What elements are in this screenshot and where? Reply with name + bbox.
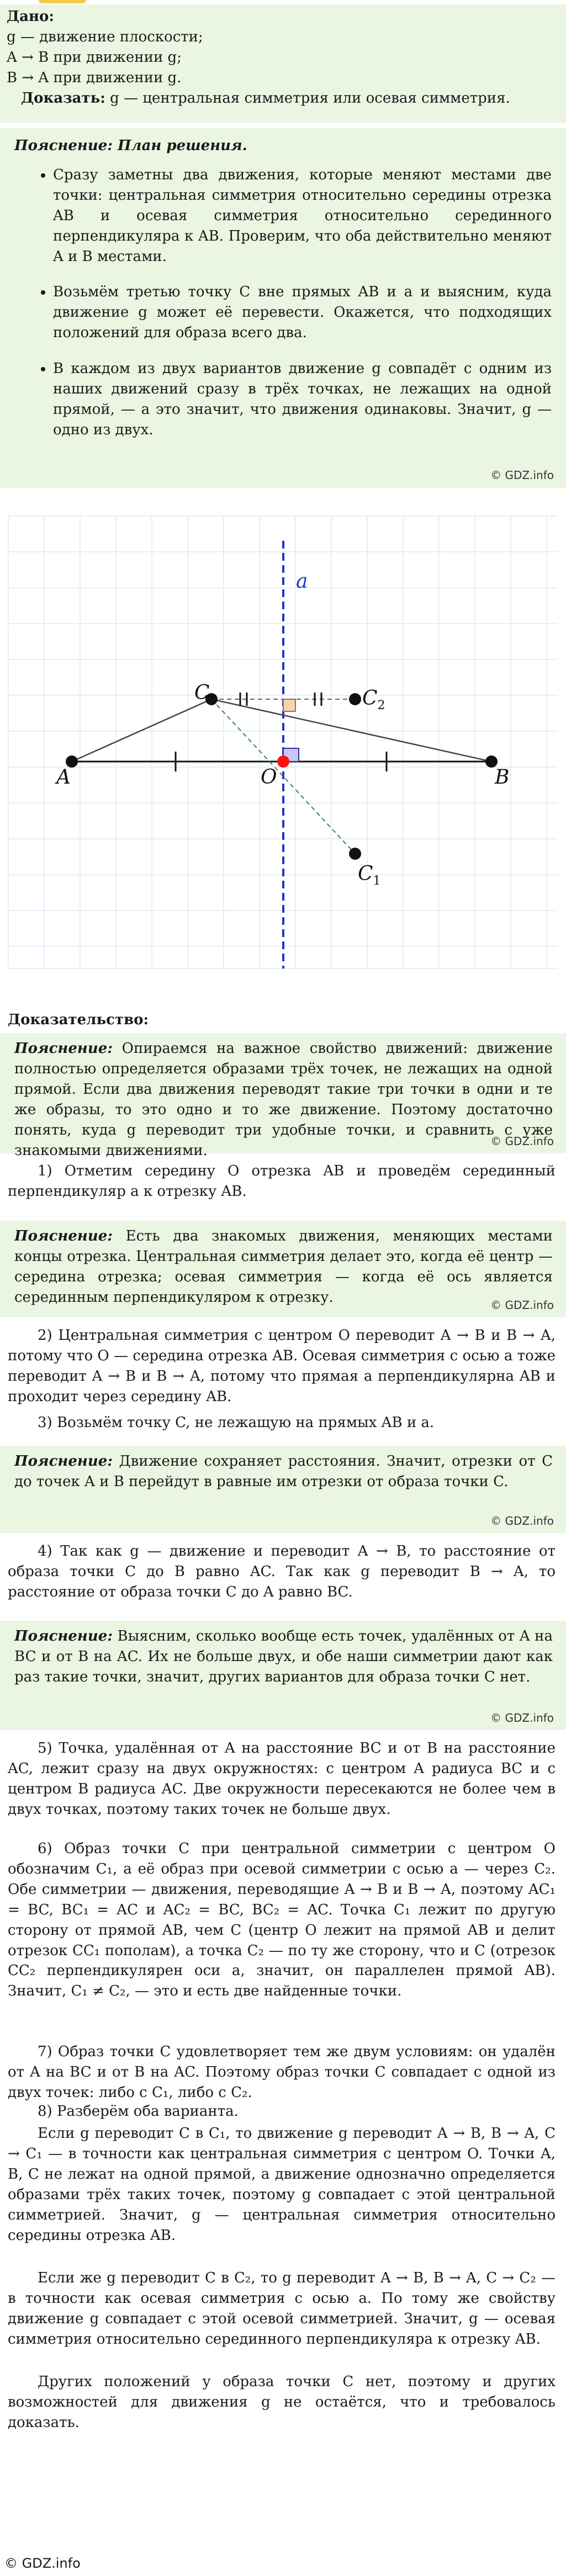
step-8: 8) Разберём оба варианта. <box>38 2103 239 2120</box>
final-paragraph: Других положений у образа точки C нет, поэтому и других возможностей для движения g не остаётся, что и требовалось доказать. <box>8 2373 556 2431</box>
watermark-note-2: © GDZ.info <box>490 1298 554 1312</box>
segment-AC <box>72 699 211 762</box>
watermark-plan: © GDZ.info <box>490 468 554 482</box>
geometry-figure <box>0 505 566 977</box>
note-4-text: Выясним, сколько вообще есть точек, удалённых от A на BC и от B на AC. Их не больше двух, и обе наши симметрии дают как раз такие точки, значит, других вариантов для образа точки C нет. <box>14 1628 553 1685</box>
proof-heading: Доказательство: <box>8 1012 149 1028</box>
point-C1 <box>349 848 361 860</box>
note-4-label: Пояснение: <box>14 1628 113 1644</box>
step-8b: Если же g переводит C в C₂, то g переводит A → B, B → A, C → C₂ — в точности как осевая симметрия с осью a. По тому же свойству движение g совпадает с этой осевой симметрией. Значит, g — осевая симметрия относительно серединного перпендикуляра к отрезку AB. <box>8 2270 556 2348</box>
point-C2 <box>349 693 361 705</box>
label-B: B <box>495 766 510 789</box>
note-1-label: Пояснение: <box>14 1040 113 1057</box>
step-4: 4) Так как g — движение и переводит A → B, то расстояние от образа точки C до B равно AC. Так как g переводит B → A, то расстояние от образа точки C до A равно BC. <box>8 1543 556 1600</box>
step-1: 1) Отметим середину O отрезка AB и проведём серединный перпендикуляр a к отрезку AB. <box>8 1163 556 1200</box>
given-line-2: A → B при движении g; <box>7 49 182 66</box>
note-4 <box>0 1621 566 1730</box>
prove-line <box>7 88 554 109</box>
label-a: a <box>296 570 308 593</box>
given-label: Дано: <box>7 8 54 25</box>
note-2-text: Есть два знакомых движения, меняющих местами концы отрезка. Центральная симметрия делает это, когда её центр — середина отрезка; осевая симметрия — когда её ось является серединным перпендикуляром к отрезку. <box>14 1228 553 1306</box>
header-tab-decoration <box>39 0 86 3</box>
footer-watermark: © GDZ.info <box>4 2556 81 2571</box>
watermark-note-1: © GDZ.info <box>490 1134 554 1148</box>
plan-item-2: • Возьмём третью точку C вне прямых AB и a и выясним, куда движение g может её перевести. Окажется, что подходящих положений для образа всего два. <box>53 282 552 343</box>
point-O <box>277 755 289 768</box>
note-3 <box>0 1446 566 1533</box>
note-1 <box>0 1033 566 1159</box>
label-O: O <box>261 766 277 789</box>
plan-title: Пояснение: План решения. <box>14 137 247 154</box>
step-3: 3) Возьмём точку C, не лежащую на прямых AB и a. <box>38 1414 435 1431</box>
label-A: A <box>56 766 71 789</box>
note-3-label: Пояснение: <box>14 1453 113 1470</box>
step-8a: Если g переводит C в C₁, то движение g переводит A → B, B → A, C → C₁ — в точности как центральная симметрия с центром O. Точки A, B, C не лежат на одной прямой, а движение однозначно определяется образами трёх таких точек, поэтому g совпадает с этой центральной симметрией. Значит, g — центральная симметрия относительно середины отрезка AB. <box>8 2125 556 2244</box>
label-C: C <box>194 682 210 704</box>
label-C1: $C_1$ <box>358 863 381 888</box>
segment-BC <box>211 699 491 762</box>
step-2: 2) Центральная симметрия с центром O переводит A → B и B → A, потому что O — середина отрезка AB. Осевая симметрия с осью a тоже переводит A → B и B → A, потому что прямая a перпендикулярна AB и проходит через середину AB. <box>8 1327 556 1405</box>
note-2 <box>0 1221 566 1317</box>
plan-list <box>14 165 552 440</box>
step-5: 5) Точка, удалённая от A на расстояние BC и от B на расстояние AC, лежит сразу на двух окружностях: с центром A радиуса BC и с центром B радиуса AC. Две окружности пересекаются не более чем в двух точках, поэтому таких точек не больше двух. <box>8 1740 556 1818</box>
note-3-text: Движение сохраняет расстояния. Значит, отрезки от C до точек A и B перейдут в равные им отрезки от образа точки C. <box>14 1453 553 1490</box>
watermark-note-4: © GDZ.info <box>490 1711 554 1725</box>
watermark-note-3: © GDZ.info <box>490 1514 554 1527</box>
plan-item-1: • Сразу заметны два движения, которые меняют местами две точки: центральная симметрия относительно середины отрезка AB и осевая симметрия относительно серединного перпендикуляра к AB. Проверим, что оба действительно меняют A и B местами. <box>53 165 552 267</box>
figure-svg <box>0 505 566 977</box>
step-7: 7) Образ точки C удовлетворяет тем же двум условиям: он удалён от A на BC и от B на AC. Поэтому образ точки C совпадает с одной из двух точек: либо с C₁, либо с C₂. <box>8 2043 556 2101</box>
note-1-text: Опираемся на важное свойство движений: движение полностью определяется образами трёх точек, не лежащих на одной прямой. Если два движения переводят такие три точки в одни и те же образы, то это одно и то же движение. Поэтому достаточно понять, куда g переводит три удобные точки, и сравнить с уже знакомыми движениями. <box>14 1040 553 1159</box>
plan-item-3: • В каждом из двух вариантов движение g совпадёт с одним из наших движений сразу в трёх точках, не лежащих на одной прямой, — а это значит, что движения одинаковы. Значит, g — одно из двух. <box>53 359 552 440</box>
plan-block <box>0 128 566 488</box>
right-angle-top <box>283 699 295 711</box>
given-block <box>0 4 566 123</box>
note-2-label: Пояснение: <box>14 1228 113 1244</box>
step-6: 6) Образ точки C при центральной симметрии с центром O обозначим C₁, а её образ при осевой симметрии с осью a — через C₂. Обе симметрии — движения, переводящие A → B и B → A, поэтому AC₁ = BC, BC₁ = AC и AC₂ = BC, BC₂ = AC. Точка C₁ лежит по другую сторону от прямой AB, чем C (центр O лежит на прямой AB и делит отрезок CC₁ пополам), а точка C₂ — по ту же сторону, что и C (отрезок CC₂ перпендикулярен оси a, значит, он параллелен прямой AB). Значит, C₁ ≠ C₂, — это и есть две найденные точки. <box>8 1840 556 2000</box>
given-line-3: B → A при движении g. <box>7 69 182 86</box>
given-line-1: g — движение плоскости; <box>7 28 203 45</box>
prove-text: g — центральная симметрия или осевая симметрия. <box>110 89 510 107</box>
label-C2: $C_2$ <box>362 687 385 712</box>
prove-label: Доказать: <box>21 89 105 107</box>
